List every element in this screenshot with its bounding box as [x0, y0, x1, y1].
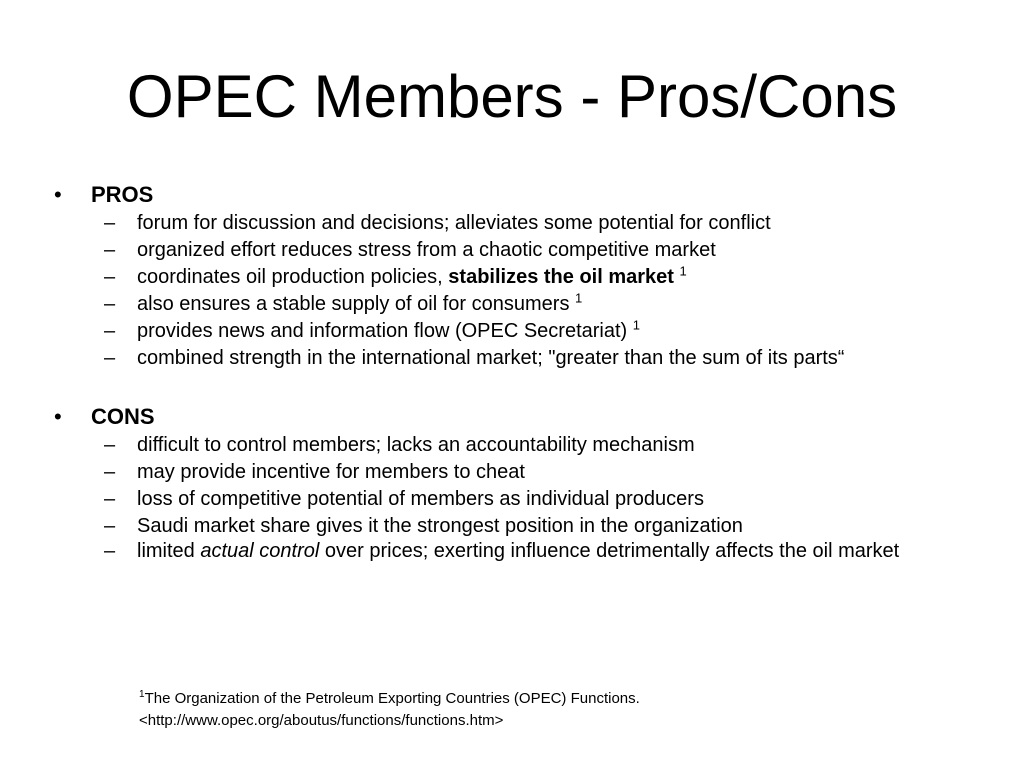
pros-section	[0, 180, 1024, 372]
list-item	[0, 459, 1024, 486]
cons-item-text-plain: over prices; exerting influence detrimentally affects the oil market	[319, 540, 900, 562]
bullet-icon: •	[54, 404, 62, 429]
pros-item-text	[137, 291, 957, 318]
cons-item-text-plain: limited	[137, 540, 201, 562]
dash-icon: –	[104, 540, 116, 562]
list-item	[0, 513, 1024, 540]
dash-icon: –	[104, 347, 116, 369]
cons-section	[0, 402, 1024, 590]
list-item	[0, 210, 1024, 237]
pros-item-text	[137, 318, 957, 345]
list-item	[0, 432, 1024, 459]
footnote	[139, 688, 640, 732]
slide-title: OPEC Members - Pros/Cons	[126, 63, 898, 130]
footnote-ref: 1	[632, 317, 641, 333]
dash-icon: –	[104, 320, 116, 342]
dash-icon: –	[104, 515, 116, 537]
pros-item-text: combined strength in the international market; "greater than the sum of its parts“	[137, 347, 845, 369]
cons-item-text: may provide incentive for members to cheat	[137, 461, 525, 483]
list-item	[0, 318, 1024, 345]
list-item	[0, 237, 1024, 264]
pros-heading-row	[0, 180, 1024, 210]
pros-item-text-bold: stabilizes the oil market	[448, 266, 674, 288]
dash-icon: –	[104, 293, 116, 315]
dash-icon: –	[104, 434, 116, 456]
footnote-marker: 1	[139, 689, 145, 700]
pros-item-text	[137, 264, 957, 291]
dash-icon: –	[104, 239, 116, 261]
pros-heading: PROS	[91, 182, 154, 207]
list-item	[0, 291, 1024, 318]
bullet-icon: •	[54, 182, 62, 207]
cons-item-text	[137, 540, 937, 563]
pros-item-text: forum for discussion and decisions; alleviates some potential for conflict	[137, 212, 771, 234]
pros-item-text-plain: provides news and information flow (OPEC Secretariat)	[137, 320, 628, 342]
footnote-line-2: <http://www.opec.org/aboutus/functions/functions.htm>	[139, 712, 504, 729]
footnote-line-1	[139, 688, 640, 710]
pros-item-text: organized effort reduces stress from a chaotic competitive market	[137, 239, 716, 261]
cons-item-text: difficult to control members; lacks an accountability mechanism	[137, 434, 695, 456]
cons-item-text: loss of competitive potential of members as individual producers	[137, 488, 704, 510]
footnote-source-text: The Organization of the Petroleum Exporting Countries (OPEC) Functions.	[144, 690, 640, 707]
dash-icon: –	[104, 266, 116, 288]
pros-item-text-plain: also ensures a stable supply of oil for consumers	[137, 293, 570, 315]
cons-list	[0, 432, 1024, 590]
pros-item-text-plain: coordinates oil production policies,	[137, 266, 449, 288]
footnote-ref: 1	[679, 263, 687, 279]
list-item	[0, 264, 1024, 291]
footnote-ref: 1	[575, 290, 583, 306]
cons-heading-row	[0, 402, 1024, 432]
cons-item-text: Saudi market share gives it the strongest position in the organization	[137, 515, 743, 537]
dash-icon: –	[104, 461, 116, 483]
dash-icon: –	[104, 212, 116, 234]
dash-icon: –	[104, 488, 116, 510]
list-item	[0, 345, 1024, 372]
list-item	[0, 486, 1024, 513]
pros-list	[0, 210, 1024, 372]
cons-heading: CONS	[91, 404, 155, 429]
cons-item-text-italic: actual control	[200, 540, 320, 562]
list-item	[0, 540, 1024, 590]
